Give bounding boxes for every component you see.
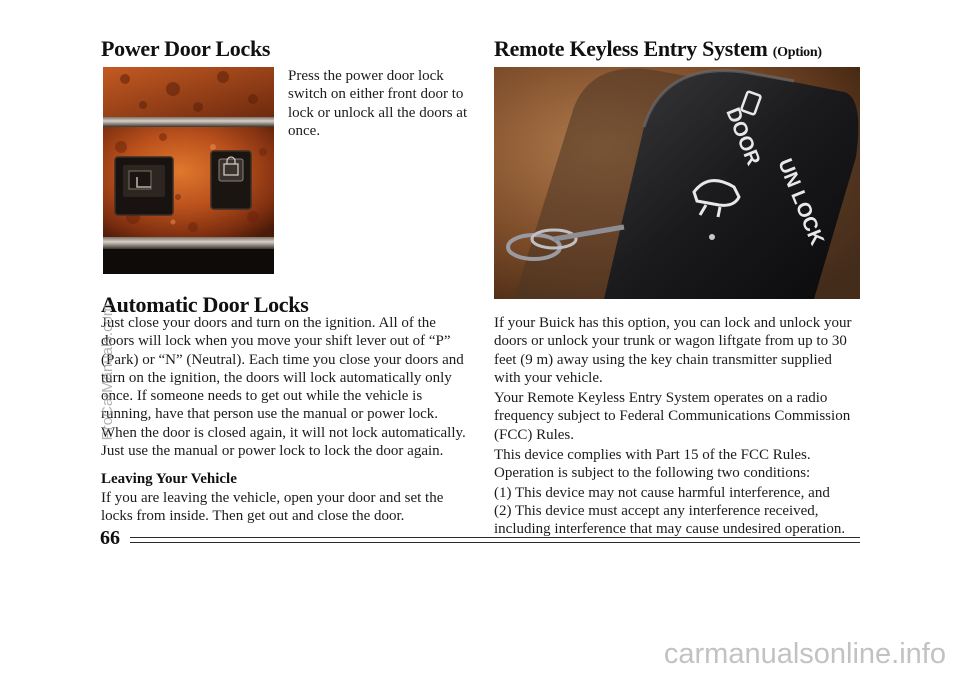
- option-tag: (Option): [772, 45, 822, 60]
- power-door-locks-text: Press the power door lock switch on either front door to lock or unlock all the doors at once.: [288, 68, 468, 139]
- leaving-vehicle-text: If you are leaving the vehicle, open your door and set the locks from inside. Then get out and close the door.: [101, 490, 444, 525]
- remote-keyless-entry-heading: [494, 36, 822, 62]
- door-button-label: DOOR: [721, 104, 765, 169]
- door-lock-switch-photo-art: [103, 67, 274, 274]
- remote-keyless-entry-title: Remote Keyless Entry System: [494, 36, 768, 61]
- bottom-watermark: carmanualsonline.info: [663, 638, 946, 670]
- keyless-paragraph-1: If your Buick has this option, you can lock and unlock your doors or unlock your trunk or wagon liftgate from up to 30 feet (9 m) away using the key chain transmitter supplied with your vehicle.: [494, 315, 852, 386]
- keyless-paragraph-5: (2) This device must accept any interference received, including interference that may cause undesired operation.: [494, 503, 846, 538]
- automatic-door-locks-heading: Automatic Door Locks: [101, 292, 309, 317]
- key-fob-photo: [494, 67, 860, 299]
- keyless-paragraph-4: (1) This device may not cause harmful interference, and: [494, 485, 830, 501]
- leaving-vehicle-subheading: Leaving Your Vehicle: [101, 471, 237, 487]
- page-number: 66: [100, 527, 120, 549]
- footer-rule-bottom: [130, 542, 860, 543]
- door-lock-switch-photo: [103, 67, 274, 274]
- key-fob-photo-art: [494, 67, 860, 299]
- keyless-paragraph-2: Your Remote Keyless Entry System operates on a radio frequency subject to Federal Communications Commission (FCC) Rules.: [494, 390, 851, 443]
- keyless-paragraph-3: This device complies with Part 15 of the FCC Rules. Operation is subject to the following two conditions:: [494, 447, 811, 482]
- power-door-locks-heading: Power Door Locks: [101, 36, 271, 61]
- side-watermark: ProCarManuals.com: [99, 303, 116, 441]
- unlock-button-label: UN LOCK: [773, 155, 828, 249]
- footer-rule-top: [130, 537, 860, 538]
- automatic-door-locks-text: Just close your doors and turn on the ignition. All of the doors will lock when you move your shift lever out of “P” (Park) or “N” (Neutral). Each time you close your doors and turn on the ignition, the doors will lock automatically only once. If someone needs to get out while the vehicle is running, have that person use the manual or power lock. When the door is closed again, it will not lock automatically. Just use the manual or power lock to lock the door again.: [101, 315, 466, 460]
